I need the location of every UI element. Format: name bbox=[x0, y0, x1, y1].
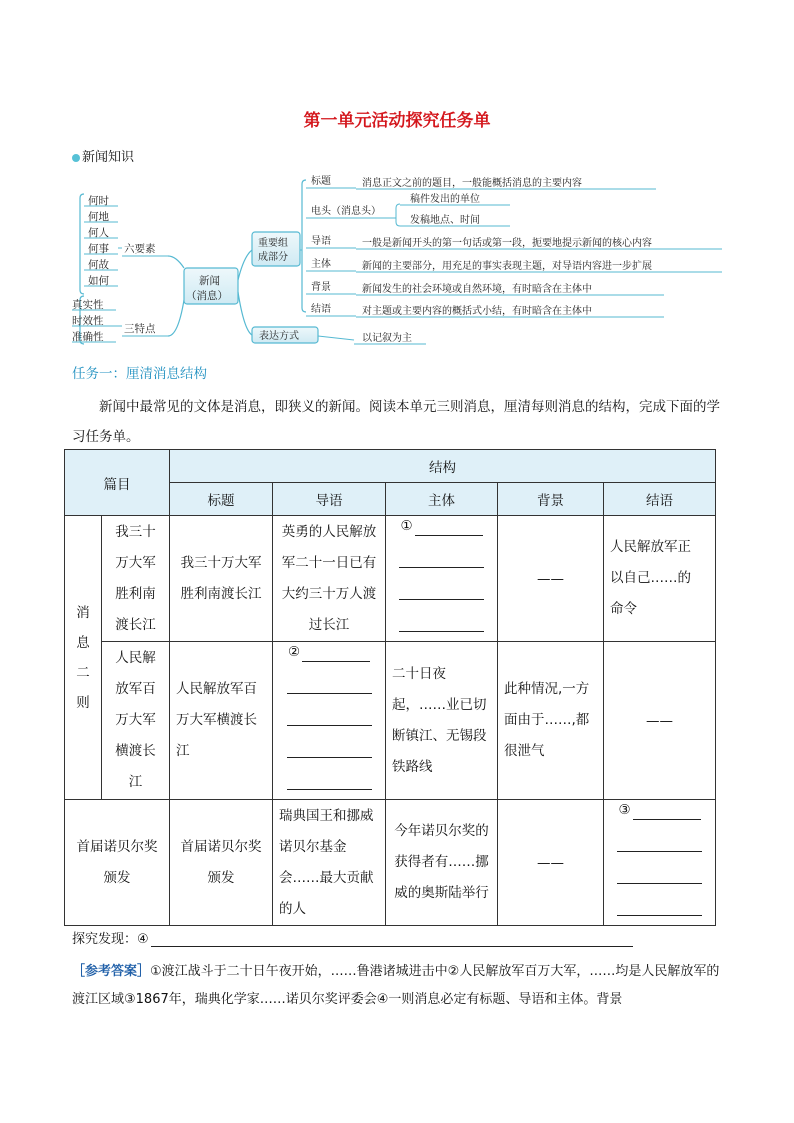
answer-blank[interactable] bbox=[287, 767, 372, 790]
body-line: 起，……业已切 bbox=[392, 696, 487, 713]
feature-item: 时效性 bbox=[72, 315, 104, 327]
ending-line: 以自己……的 bbox=[610, 570, 691, 586]
element-item: 何时 bbox=[88, 195, 109, 207]
finding-label: 探究发现：④ bbox=[72, 932, 149, 947]
lead-cell bbox=[273, 800, 386, 926]
lead-line: 诺贝尔基金 bbox=[279, 838, 347, 855]
task-heading: 任务一：厘清消息结构 bbox=[72, 366, 207, 382]
body-line: 二十日夜 bbox=[392, 665, 446, 682]
blank-number: ① bbox=[400, 518, 413, 534]
title-line: 我三十万大军 bbox=[180, 554, 262, 571]
title-line: 万大军横渡长 bbox=[176, 712, 257, 728]
blank-number: ② bbox=[287, 644, 301, 660]
piece-line: 横渡长 bbox=[115, 743, 156, 759]
answer-blank[interactable] bbox=[617, 861, 702, 884]
lead-line: 英勇的人民解放 bbox=[281, 523, 377, 540]
ending-cell[interactable] bbox=[604, 800, 716, 926]
lead-line: 大约三十万人渡 bbox=[281, 585, 377, 602]
lead-cell bbox=[273, 516, 386, 642]
element-item: 如何 bbox=[88, 275, 109, 287]
answer-blank[interactable] bbox=[287, 735, 372, 758]
reference-answer bbox=[72, 958, 720, 1014]
part-desc: 消息正文之前的题目，一般能概括消息的主要内容 bbox=[362, 178, 582, 189]
background-cell bbox=[498, 642, 604, 800]
title-line: 颁发 bbox=[207, 869, 235, 886]
header-body: 主体 bbox=[386, 483, 498, 516]
answer-blank[interactable] bbox=[399, 609, 484, 632]
lead-line: 会……最大贡献 bbox=[279, 869, 374, 886]
answer-blank[interactable] bbox=[617, 893, 702, 916]
ending-line: 命令 bbox=[610, 601, 637, 617]
background-line: 此种情况,一方 bbox=[504, 681, 590, 697]
answer-text: ①渡江战斗于二十日午夜开始，……鲁港诸城进击中②人民解放军百万大军，……均是人民解放军的渡江区域③1867年，瑞典化学家……诺贝尔奖评委会④一则消息必定有标题、导语和主体。背景 bbox=[72, 964, 720, 1007]
background-line: 面由于……,都 bbox=[504, 712, 590, 728]
piece-cell bbox=[65, 800, 170, 926]
three-features-list bbox=[72, 298, 116, 343]
table-row bbox=[65, 642, 716, 800]
element-item: 何事 bbox=[88, 243, 109, 255]
header-lead: 导语 bbox=[273, 483, 386, 516]
center-label: 新闻 bbox=[199, 275, 220, 287]
header-ending: 结语 bbox=[604, 483, 716, 516]
piece-line: 放军百 bbox=[115, 681, 156, 697]
piece-line: 颁发 bbox=[103, 869, 131, 886]
answer-blank[interactable] bbox=[617, 829, 702, 852]
header-title: 标题 bbox=[170, 483, 273, 516]
part-name: 电头（消息头） bbox=[311, 206, 381, 217]
center-label-sub: （消息） bbox=[186, 290, 228, 302]
ending-line: 人民解放军正 bbox=[610, 539, 691, 555]
finding-line[interactable] bbox=[72, 928, 633, 947]
group-char: 息 bbox=[76, 634, 90, 651]
part-name: 标题 bbox=[311, 176, 331, 187]
part-desc: 一般是新闻开头的第一句话或第一段，扼要地提示新闻的核心内容 bbox=[362, 238, 652, 249]
part-desc: 对主题或主要内容的概括式小结，有时暗含在主体中 bbox=[362, 306, 592, 317]
answer-blank[interactable] bbox=[633, 801, 701, 820]
six-elements-list bbox=[84, 194, 118, 287]
bracket-six bbox=[80, 194, 84, 294]
ending-cell: —— bbox=[604, 642, 716, 800]
part-desc: 新闻的主要部分，用充足的事实表现主题，对导语内容进一步扩展 bbox=[362, 261, 652, 272]
group-char: 则 bbox=[76, 694, 90, 711]
header-background: 背景 bbox=[498, 483, 604, 516]
six-elements-label: 六要素 bbox=[124, 243, 156, 255]
background-line: 很泄气 bbox=[504, 743, 545, 759]
header-piece: 篇目 bbox=[65, 450, 170, 516]
part-desc: 新闻发生的社会环境或自然环境，有时暗含在主体中 bbox=[362, 284, 592, 295]
title-cell bbox=[170, 642, 273, 800]
part-sub: 发稿地点、时间 bbox=[410, 215, 480, 226]
lead-line: 的人 bbox=[279, 900, 306, 917]
lead-line: 军二十一日已有 bbox=[281, 554, 377, 571]
title-line: 首届诺贝尔奖 bbox=[180, 838, 262, 855]
task-intro bbox=[72, 392, 722, 452]
page-title: 第一单元活动探究任务单 bbox=[303, 111, 491, 131]
body-line: 威的奥斯陆举行 bbox=[394, 885, 489, 901]
finding-blank[interactable] bbox=[151, 932, 633, 947]
piece-line: 人民解 bbox=[115, 650, 156, 666]
lead-line: 过长江 bbox=[308, 616, 350, 633]
expression-label: 表达方式 bbox=[259, 331, 299, 342]
body-line: 断镇江、无锡段 bbox=[392, 727, 487, 744]
part-sub: 稿件发出的单位 bbox=[410, 194, 480, 205]
task-intro-text: 新闻中最常见的文体是消息，即狭义的新闻。阅读本单元三则消息，厘清每则消息的结构，完成下面的学习任务单。 bbox=[72, 399, 720, 445]
piece-line: 江 bbox=[128, 774, 143, 790]
body-cell bbox=[386, 642, 498, 800]
body-cell bbox=[386, 800, 498, 926]
part-name: 导语 bbox=[311, 236, 331, 247]
piece-line: 胜利南 bbox=[115, 585, 156, 602]
body-line: 铁路线 bbox=[392, 758, 433, 775]
title-cell bbox=[170, 516, 273, 642]
ending-cell bbox=[604, 516, 716, 642]
piece-line: 我三十 bbox=[115, 523, 156, 540]
lead-line: 瑞典国王和挪威 bbox=[279, 807, 374, 824]
group-label bbox=[65, 516, 102, 800]
piece-line: 万大军 bbox=[115, 554, 156, 571]
parts-list bbox=[306, 174, 722, 317]
parts-label-sub: 成部分 bbox=[258, 252, 288, 263]
body-line: 获得者有……挪 bbox=[394, 854, 489, 870]
answer-blank[interactable] bbox=[415, 517, 483, 536]
blank-number: ③ bbox=[618, 802, 631, 818]
news-mindmap bbox=[0, 0, 794, 360]
header-structure: 结构 bbox=[170, 450, 716, 483]
feature-item: 真实性 bbox=[72, 299, 104, 311]
section-heading-text: 新闻知识 bbox=[82, 150, 135, 165]
feature-item: 准确性 bbox=[72, 331, 104, 343]
title-line: 江 bbox=[176, 743, 190, 759]
answer-blank[interactable] bbox=[287, 703, 372, 726]
three-features-label: 三特点 bbox=[124, 323, 156, 335]
part-name: 主体 bbox=[311, 259, 331, 270]
title-cell bbox=[170, 800, 273, 926]
answer-blank[interactable] bbox=[399, 577, 484, 600]
title-line: 胜利南渡长江 bbox=[180, 585, 262, 602]
piece-cell bbox=[102, 516, 170, 642]
piece-line: 渡长江 bbox=[115, 616, 156, 633]
title-line: 人民解放军百 bbox=[176, 681, 257, 697]
answer-blank[interactable] bbox=[287, 671, 372, 694]
parts-label: 重要组 bbox=[258, 238, 288, 249]
element-item: 何故 bbox=[88, 259, 109, 271]
answer-blank[interactable] bbox=[302, 643, 370, 662]
expression-desc: 以记叙为主 bbox=[362, 333, 412, 344]
structure-table bbox=[64, 449, 716, 926]
piece-line: 万大军 bbox=[115, 712, 156, 728]
part-name: 背景 bbox=[311, 282, 331, 293]
element-item: 何人 bbox=[88, 227, 109, 239]
table-row bbox=[65, 800, 716, 926]
group-char: 二 bbox=[76, 664, 90, 681]
background-cell: —— bbox=[498, 800, 604, 926]
piece-cell bbox=[102, 642, 170, 800]
background-cell: —— bbox=[498, 516, 604, 642]
table-row bbox=[65, 516, 716, 642]
body-cell[interactable] bbox=[386, 516, 498, 642]
lead-cell[interactable] bbox=[273, 642, 386, 800]
answer-blank[interactable] bbox=[399, 545, 484, 568]
element-item: 何地 bbox=[88, 211, 109, 223]
group-char: 消 bbox=[76, 604, 90, 621]
piece-line: 首届诺贝尔奖 bbox=[76, 838, 158, 855]
answer-label: ［参考答案］ bbox=[72, 964, 151, 979]
part-name: 结语 bbox=[311, 304, 331, 315]
body-line: 今年诺贝尔奖的 bbox=[394, 823, 489, 839]
